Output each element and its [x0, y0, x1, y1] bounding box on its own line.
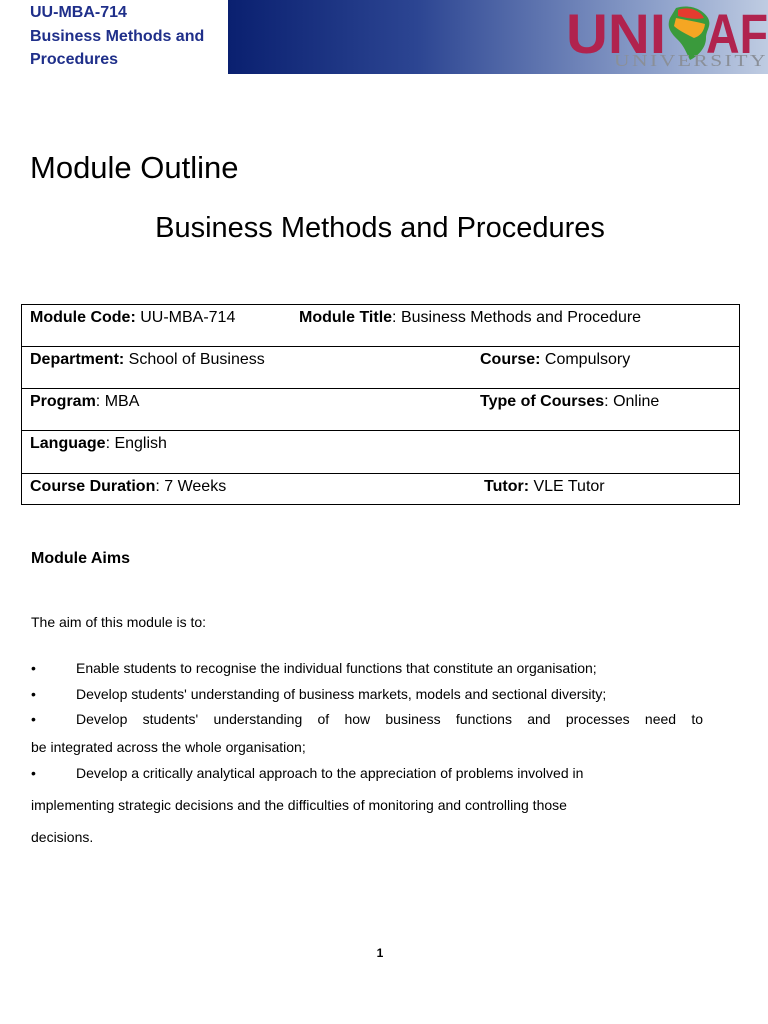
aim-item-3	[31, 709, 703, 729]
course-duration-cell	[30, 476, 226, 498]
module-info-table	[21, 304, 740, 505]
department-value: School of Business	[124, 351, 265, 368]
module-aims-intro: The aim of this module is to:	[31, 614, 207, 630]
bullet-icon: •	[31, 765, 36, 781]
unicaf-university-logo	[566, 0, 768, 72]
aim-item-1	[31, 658, 703, 678]
module-title-label: Module Title	[299, 309, 393, 326]
table-row-code-title	[22, 305, 739, 347]
header-module-code: UU-MBA-714	[30, 4, 127, 21]
tutor-value: VLE Tutor	[529, 478, 605, 495]
module-code-label: Module Code:	[30, 309, 136, 326]
table-row-duration-tutor	[22, 474, 739, 504]
course-label: Course:	[480, 351, 541, 368]
table-row-department-course	[22, 347, 739, 389]
module-aims-heading: Module Aims	[31, 550, 130, 567]
header-module-title-line2: Procedures	[30, 51, 119, 68]
header-module-title-line1: Business Methods and	[30, 27, 205, 45]
department-cell	[30, 349, 265, 371]
program-label: Program	[30, 393, 96, 410]
aim-item-3-text-line1: Develop students' understanding of how business functions and processes need to	[76, 711, 703, 727]
type-of-courses-cell	[480, 391, 659, 413]
aim-item-1-text: Enable students to recognise the individual functions that constitute an organisation;	[76, 660, 597, 676]
aim-item-4-continued-1: implementing strategic decisions and the difficulties of monitoring and controlling those	[31, 797, 567, 813]
aim-item-3-continued: be integrated across the whole organisation;	[31, 739, 306, 755]
bullet-icon: •	[31, 660, 36, 676]
course-duration-label: Course Duration	[30, 478, 156, 495]
document-subtitle: Business Methods and Procedures	[155, 212, 605, 244]
language-value: : English	[105, 435, 167, 452]
aim-item-4	[31, 763, 703, 783]
aim-item-4-continued-2: decisions.	[31, 829, 94, 845]
module-code-value: UU-MBA-714	[135, 309, 236, 326]
module-code-cell	[30, 307, 235, 329]
table-row-program-type	[22, 389, 739, 431]
bullet-icon: •	[31, 711, 36, 727]
type-of-courses-label: Type of Courses	[480, 393, 605, 410]
document-title: Module Outline	[30, 150, 239, 185]
tutor-label: Tutor:	[484, 478, 530, 495]
table-row-language	[22, 431, 739, 474]
logo-brand-left: UNI	[566, 2, 666, 65]
course-value: Compulsory	[540, 351, 631, 368]
module-title-cell	[299, 307, 641, 329]
page-number: 1	[376, 946, 384, 960]
aim-item-2-text: Develop students' understanding of business markets, models and sectional diversity;	[76, 686, 607, 702]
language-cell	[30, 433, 167, 455]
header-module-info	[30, 1, 230, 72]
tutor-cell	[484, 476, 605, 498]
module-title-value: : Business Methods and Procedure	[392, 309, 642, 326]
language-label: Language	[30, 435, 106, 452]
aim-item-2	[31, 684, 703, 704]
program-cell	[30, 391, 139, 413]
course-duration-value: : 7 Weeks	[155, 478, 227, 495]
logo-subtext: UNIVERSITY	[614, 51, 768, 70]
logo-brand-right: AF	[706, 2, 768, 65]
course-cell	[480, 349, 630, 371]
aim-item-4-text-line1: Develop a critically analytical approach to the appreciation of problems involved in	[76, 765, 584, 781]
bullet-icon: •	[31, 686, 36, 702]
type-of-courses-value: : Online	[604, 393, 660, 410]
department-label: Department:	[30, 351, 125, 368]
program-value: : MBA	[95, 393, 140, 410]
